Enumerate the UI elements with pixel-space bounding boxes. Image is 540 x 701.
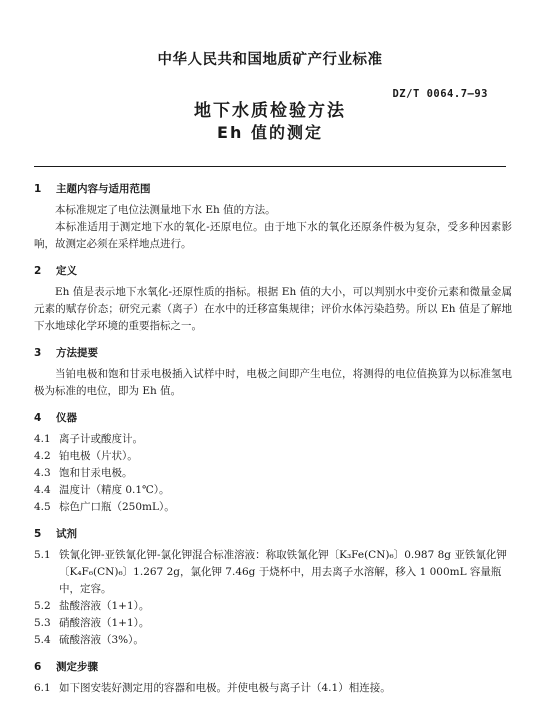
- section-title: 方法提要: [56, 347, 98, 359]
- section-title: 测定步骤: [56, 661, 98, 673]
- section-number: 6: [34, 661, 42, 673]
- item-text: 硝酸溶液（1+1）。: [59, 617, 150, 629]
- list-item: [34, 499, 512, 516]
- item-number: 5.4: [34, 634, 51, 646]
- paragraph: Eh 值是表示地下水氧化-还原性质的指标。根据 Eh 值的大小，可以判别水中变价元素和微量金属元素的赋存价态；研究元素（离子）在水中的迁移富集规律；评价水体污染趋势。所以 Eh 值是了解地下水地球化学环境的重要指标之一。: [34, 286, 512, 332]
- header-divider: [34, 166, 506, 167]
- item-number: 5.3: [34, 617, 51, 629]
- section-number: 4: [34, 412, 42, 424]
- item-number: 5.2: [34, 600, 51, 612]
- section-heading-scope: [34, 181, 512, 198]
- section-number: 1: [34, 183, 42, 195]
- section-title: 仪器: [56, 412, 77, 424]
- item-text: 饱和甘汞电极。: [59, 467, 133, 479]
- item-text: 硫酸溶液（3%）。: [59, 634, 144, 646]
- section-title: 定义: [56, 265, 77, 277]
- item-number: 5.1: [34, 549, 51, 561]
- list-item: [34, 448, 512, 465]
- item-number: 4.3: [34, 467, 51, 479]
- item-text: 温度计（精度 0.1℃）。: [59, 484, 170, 496]
- paragraph: 当铂电极和饱和甘汞电极插入试样中时，电极之间即产生电位，将测得的电位值换算为以标准氢电极为标准的电位，即为 Eh 值。: [34, 368, 512, 397]
- item-text: 铁氰化钾-亚铁氰化钾-氯化钾混合标准溶液：称取铁氰化钾〔K₃Fe(CN)₆〕0.987 8g 亚铁氰化钾〔K₄F₆(CN)₆〕1.267 2g，氯化钾 7.46g 于烧杯中，用去离子水溶解，移入 1 000mL 容量瓶中，定容。: [59, 549, 507, 595]
- section-title: 主题内容与适用范围: [56, 183, 151, 195]
- list-item: [34, 632, 512, 649]
- item-text: 铂电极（片状）。: [59, 450, 138, 462]
- list-item: [34, 547, 512, 598]
- section-number: 5: [34, 528, 42, 540]
- list-item: [34, 598, 512, 615]
- item-number: 4.5: [34, 501, 51, 513]
- section-heading-instruments: [34, 410, 512, 427]
- list-item: [34, 615, 512, 632]
- item-text: 盐酸溶液（1+1）。: [59, 600, 150, 612]
- issuing-organization: 中华人民共和国地质矿产行业标准: [157, 52, 383, 68]
- item-number: 4.4: [34, 484, 51, 496]
- section-number: 2: [34, 265, 42, 277]
- section-heading-reagents: [34, 526, 512, 543]
- list-item: [34, 482, 512, 499]
- section-heading-definition: [34, 263, 512, 280]
- list-item: [34, 465, 512, 482]
- paragraph: 本标准适用于测定地下水的氧化-还原电位。由于地下水的氧化还原条件极为复杂，受多种因素影响，故测定必须在采样地点进行。: [34, 221, 512, 250]
- document-subtitle: Eh 值的测定: [217, 123, 323, 142]
- section-number: 3: [34, 347, 42, 359]
- item-text: 棕色广口瓶（250mL）。: [59, 501, 175, 513]
- item-number: 6.1: [34, 682, 51, 694]
- list-item: [34, 680, 512, 697]
- standard-code: DZ/T 0064.7—93: [392, 88, 488, 100]
- section-heading-procedure: [34, 659, 512, 676]
- paragraph: 本标准规定了电位法测量地下水 Eh 值的方法。: [55, 204, 276, 216]
- item-number: 4.1: [34, 433, 51, 445]
- item-text: 如下图安装好测定用的容器和电极。并使电极与离子计（4.1）相连接。: [59, 682, 391, 694]
- section-heading-method-summary: [34, 345, 512, 362]
- item-text: 离子计或酸度计。: [59, 433, 143, 445]
- document-body: [34, 181, 512, 697]
- section-title: 试剂: [56, 528, 77, 540]
- item-number: 4.2: [34, 450, 51, 462]
- document-title: 地下水质检验方法: [194, 101, 346, 121]
- list-item: [34, 431, 512, 448]
